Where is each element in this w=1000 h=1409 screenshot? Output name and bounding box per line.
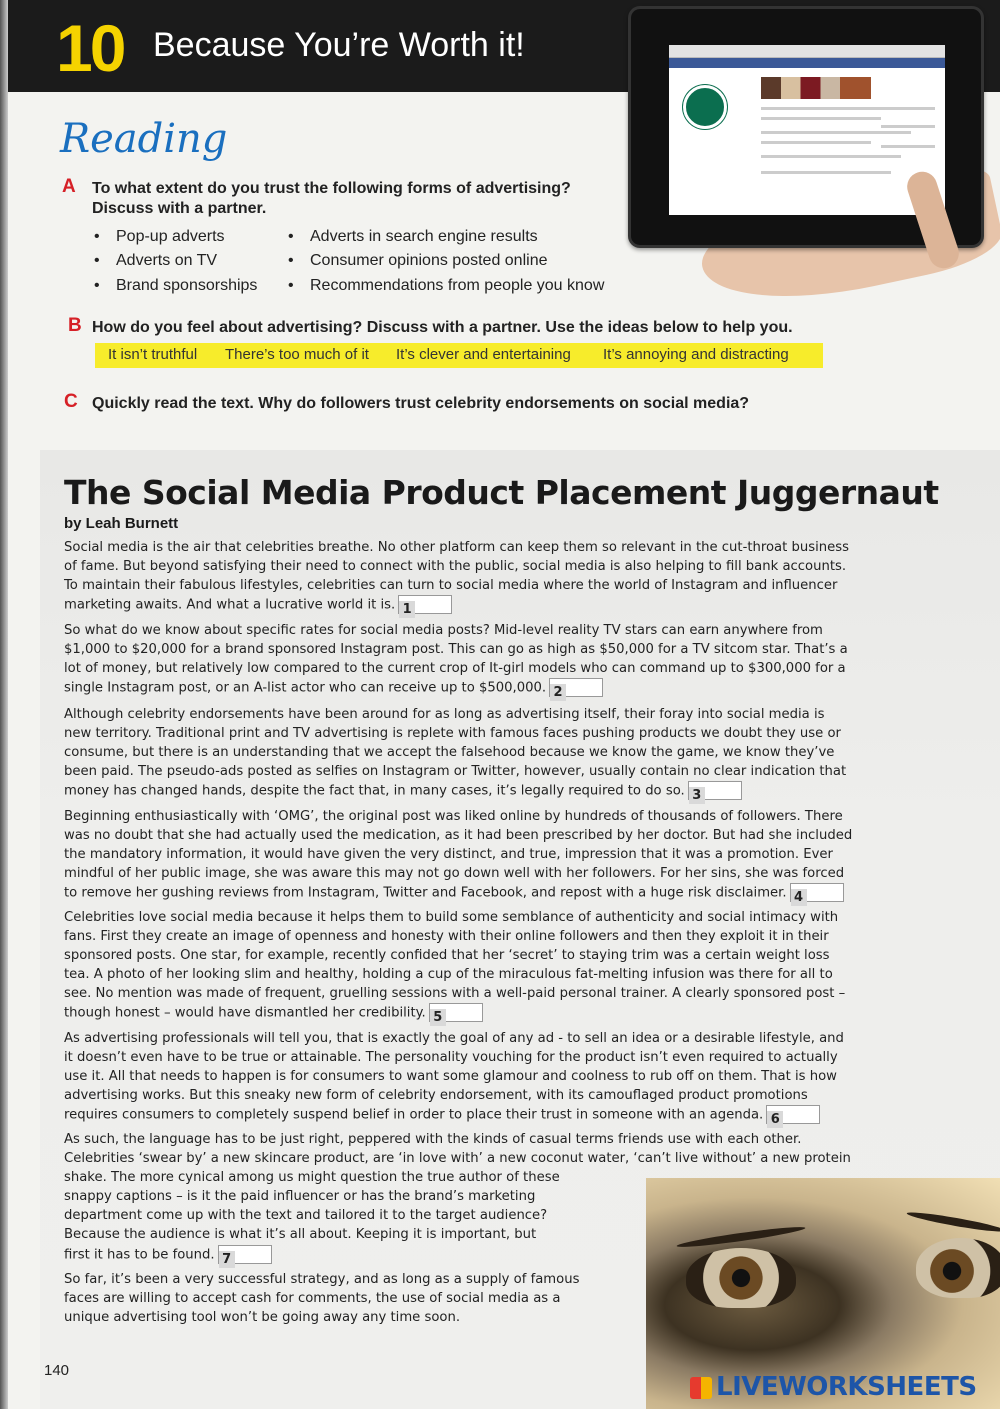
- answer-input[interactable]: [807, 884, 843, 901]
- paragraph-line: [64, 946, 845, 965]
- tablet-screen: [669, 45, 945, 215]
- bullet-item: • Brand sponsorships: [116, 277, 257, 295]
- eyebrow: [906, 1209, 1000, 1234]
- eye-right: [916, 1238, 1000, 1298]
- page-number: 140: [44, 1362, 70, 1379]
- line-text: consume, but there is an understanding that we accept the falsehood because we know the game, we know they’ve: [64, 745, 835, 761]
- answer-gap-5[interactable]: [429, 1003, 483, 1026]
- paragraph-line: [64, 640, 848, 659]
- paragraph-line: [64, 1048, 844, 1067]
- line-text: snappy captions – is it the paid influencer or has the brand’s marketing: [64, 1189, 536, 1205]
- gap-number: 7: [219, 1251, 235, 1268]
- line-text: requires consumers to completely suspend belief in order to place their trust in someone with an agenda.: [64, 1107, 764, 1123]
- paragraph-line: [64, 1149, 851, 1168]
- article-paragraph: [64, 621, 848, 701]
- bullet-item: • Consumer opinions posted online: [310, 252, 547, 270]
- feed-line: [761, 141, 871, 144]
- line-text: first it has to be found.: [64, 1247, 215, 1263]
- feed-line: [881, 145, 935, 148]
- paragraph-line: [64, 965, 845, 984]
- paragraph-line: [64, 1067, 844, 1086]
- facebook-bar: [669, 58, 945, 68]
- article-paragraph: [64, 1029, 844, 1128]
- eyebrow: [676, 1224, 806, 1250]
- paragraph-line: [64, 595, 849, 618]
- paragraph-line: [64, 705, 846, 724]
- cover-photos: [761, 77, 871, 99]
- answer-input[interactable]: [446, 1004, 482, 1021]
- line-text: mindful of her public image, she was aware this may not go down well with her followers. For her sins, she was forced: [64, 866, 845, 882]
- paragraph-line: [64, 845, 852, 864]
- line-text: $1,000 to $20,000 for a brand sponsored Instagram post. This can go as high as $50,000 for a TV sitcom star. That’s a: [64, 642, 848, 658]
- answer-input[interactable]: [566, 679, 602, 696]
- answer-gap-1[interactable]: [398, 595, 452, 618]
- idea-item: It’s annoying and distracting: [603, 346, 789, 363]
- coffee-logo-icon: [683, 85, 727, 129]
- reading-heading: Reading: [60, 116, 228, 162]
- paragraph-line: [64, 1289, 579, 1308]
- paragraph-line: [64, 1130, 851, 1149]
- line-text: money has changed hands, despite the fact that, in many cases, it’s legally required to do so.: [64, 783, 685, 799]
- question-b-letter: B: [68, 315, 82, 336]
- line-text: been paid. The pseudo-ads posted as selfies on Instagram or Twitter, however, usually contain no clear indication that: [64, 764, 847, 780]
- feed-line: [761, 171, 891, 174]
- paragraph-line: [64, 1029, 844, 1048]
- gap-number: 6: [767, 1111, 783, 1128]
- worksheets-logo-icon: [690, 1377, 712, 1399]
- line-text: lot of money, but relatively low compared to the current crop of It-girl models who can command up to $300,000 for a: [64, 661, 846, 677]
- answer-gap-3[interactable]: [688, 781, 742, 804]
- line-text: new territory. Traditional print and TV advertising is replete with famous faces pushing products we doubt they use or: [64, 726, 841, 742]
- paragraph-line: [64, 1308, 579, 1327]
- line-text: use it. All that needs to happen is for consumers to want some glamour and coolness to rub off on them. That is how: [64, 1069, 837, 1085]
- article-title: The Social Media Product Placement Juggernaut: [64, 473, 939, 512]
- article-paragraph: [64, 807, 853, 906]
- question-a-letter: A: [62, 176, 76, 197]
- article-paragraph: [64, 705, 847, 804]
- question-a-line1: To what extent do you trust the following forms of advertising?: [92, 180, 571, 197]
- answer-gap-7[interactable]: [218, 1245, 272, 1267]
- paragraph-line: [64, 807, 852, 826]
- line-text: Social media is the air that celebrities breathe. No other platform can keep them so relevant in the cut-throat business: [64, 540, 849, 555]
- gap-number: 4: [791, 889, 807, 906]
- line-text: sponsored posts. One star, for example, recently confided that her ‘secret’ to staying trim was a certain weight loss: [64, 948, 830, 964]
- answer-gap-4[interactable]: [790, 883, 844, 906]
- paragraph-line: [64, 826, 852, 845]
- line-text: So what do we know about specific rates for social media posts? Mid-level reality TV stars can earn anywhere from: [64, 623, 823, 638]
- paragraph-line: [64, 538, 849, 557]
- line-text: advertising works. But this sneaky new form of celebrity endorsement, with its camouflaged product promotions: [64, 1088, 808, 1104]
- line-text: Celebrities ‘swear by’ a new skincare product, are ‘in love with’ a new coconut water, ‘can’t live without’ a new protein: [64, 1151, 851, 1167]
- paragraph-line: [64, 576, 849, 595]
- line-text: Beginning enthusiastically with ‘OMG’, the original post was liked online by hundreds of thousands of followers. There: [64, 809, 843, 824]
- idea-item: There’s too much of it: [225, 346, 369, 363]
- paragraph-line: [64, 557, 849, 576]
- idea-item: It isn’t truthful: [108, 346, 198, 363]
- line-text: So far, it’s been a very successful strategy, and as long as a supply of famous: [64, 1272, 580, 1287]
- line-text: marketing awaits. And what a lucrative world it is.: [64, 597, 396, 613]
- paragraph-line: [64, 908, 845, 927]
- answer-gap-2[interactable]: [549, 678, 603, 701]
- paragraph-line: [64, 678, 848, 701]
- browser-bar: [669, 45, 945, 58]
- question-a-line2: Discuss with a partner.: [92, 200, 267, 217]
- paragraph-line: [64, 743, 846, 762]
- line-text: As such, the language has to be just right, peppered with the kinds of casual terms friends use with each other.: [64, 1132, 802, 1147]
- line-text: department come up with the text and tailored it to the target audience?: [64, 1208, 548, 1224]
- watermark-text: LIVEWORKSHEETS: [716, 1372, 977, 1402]
- line-text: was no doubt that she had actually used the medication, as it had been prescribed by her doctor. But had she included: [64, 828, 853, 844]
- answer-input[interactable]: [415, 596, 451, 613]
- gap-number: 5: [430, 1009, 446, 1026]
- feed-line: [881, 107, 935, 110]
- feed-line: [761, 155, 901, 158]
- article-paragraph: [64, 538, 849, 618]
- bullet-item: • Adverts on TV: [116, 252, 217, 270]
- line-text: Although celebrity endorsements have been around for as long as advertising itself, their foray into social media is: [64, 707, 825, 722]
- line-text: to remove her gushing reviews from Instagram, Twitter and Facebook, and repost with a huge risk disclaimer.: [64, 885, 787, 901]
- gap-number: 2: [550, 684, 566, 701]
- line-text: fans. First they create an image of openness and honesty with their online followers and then they exploit it in their: [64, 929, 829, 945]
- paragraph-line: [64, 1086, 844, 1105]
- article-paragraph: [64, 1270, 579, 1327]
- line-text: the mandatory information, it would have given the very distinct, and true, impression that it was a promotion. Ever: [64, 847, 833, 863]
- question-b-text: How do you feel about advertising? Discuss with a partner. Use the ideas below to help you.: [92, 319, 793, 336]
- idea-item: It’s clever and entertaining: [396, 346, 571, 363]
- unit-title: Because You’re Worth it!: [153, 26, 525, 64]
- paragraph-line: [64, 781, 846, 804]
- paragraph-line: [64, 1003, 845, 1026]
- line-text: Because the audience is what it’s all about. Keeping it is important, but: [64, 1227, 537, 1243]
- line-text: of fame. But beyond satisfying their need to connect with the public, social media is also helping to fill bank accounts.: [64, 559, 847, 575]
- feed-line: [761, 117, 881, 120]
- answer-input[interactable]: [783, 1106, 819, 1123]
- bullet-item: • Pop-up adverts: [116, 228, 225, 246]
- paragraph-line: [64, 883, 852, 906]
- line-text: shake. The more cynical among us might question the true author of these: [64, 1170, 560, 1186]
- question-c-text: Quickly read the text. Why do followers trust celebrity endorsements on social media?: [92, 395, 750, 412]
- gap-number: 1: [399, 601, 415, 618]
- paragraph-line: [64, 1270, 579, 1289]
- answer-gap-6[interactable]: [766, 1105, 820, 1128]
- feed-line: [881, 125, 935, 128]
- line-text: faces are willing to accept cash for comments, the use of social media as a: [64, 1291, 561, 1307]
- line-text: Celebrities love social media because it helps them to build some semblance of authenticity and social intimacy with: [64, 910, 839, 925]
- gap-number: 3: [689, 787, 705, 804]
- question-c-letter: C: [64, 391, 78, 412]
- paragraph-line: [64, 864, 852, 883]
- line-text: tea. A photo of her looking slim and healthy, holding a cup of the miraculous fat-melting infusion was there for all to: [64, 967, 833, 983]
- paragraph-line: [64, 621, 848, 640]
- paragraph-line: [64, 927, 845, 946]
- line-text: As advertising professionals will tell you, that is exactly the goal of any ad - to sell an idea or a desirable lifestyle, and: [64, 1031, 844, 1046]
- unit-number: 10: [56, 11, 124, 85]
- bullet-item: • Recommendations from people you know: [310, 277, 604, 295]
- line-text: it doesn’t even have to be true or attainable. The personality vouching for the product isn’t even required to actually: [64, 1050, 838, 1066]
- article-byline: by Leah Burnett: [64, 515, 179, 532]
- watermark: [690, 1372, 977, 1402]
- book-spine: [0, 0, 8, 1409]
- eye-left: [686, 1248, 796, 1308]
- paragraph-line: [64, 1105, 844, 1128]
- paragraph-line: [64, 762, 846, 781]
- paragraph-line: [64, 659, 848, 678]
- line-text: To maintain their fabulous lifestyles, celebrities can turn to social media where the world of Instagram and influencer: [64, 578, 838, 594]
- article-paragraph: [64, 908, 846, 1026]
- line-text: single Instagram post, or an A-list actor who can receive up to $500,000.: [64, 680, 547, 696]
- line-text: unique advertising tool won’t be going away any time soon.: [64, 1310, 461, 1326]
- answer-input[interactable]: [235, 1246, 271, 1263]
- bullet-item: • Adverts in search engine results: [310, 228, 538, 246]
- answer-input[interactable]: [705, 782, 741, 799]
- line-text: see. No mention was made of frequent, gruelling sessions with a well-paid personal trainer. A clearly sponsored post –: [64, 986, 846, 1002]
- paragraph-line: [64, 724, 846, 743]
- feed-line: [761, 131, 911, 134]
- paragraph-line: [64, 984, 845, 1003]
- line-text: though honest – would have dismantled her credibility.: [64, 1005, 426, 1021]
